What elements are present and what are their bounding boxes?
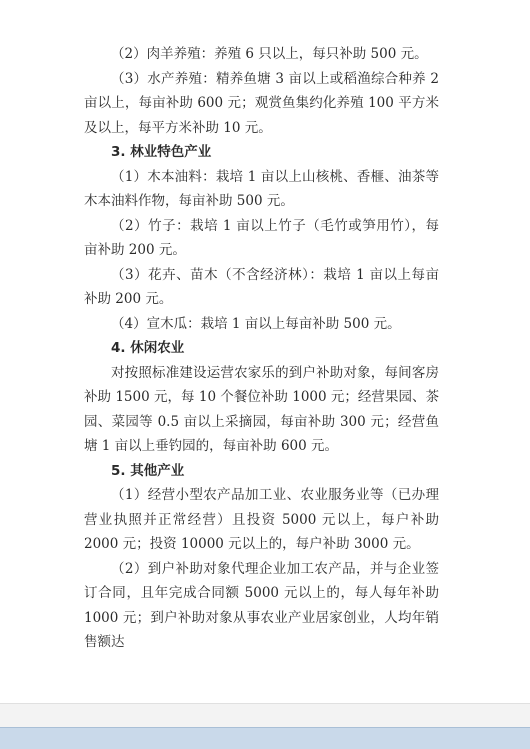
paragraph-mutton-sheep: （2）肉羊养殖：养殖 6 只以上，每只补助 500 元。 [111, 46, 428, 62]
paragraph-farmhouse: 对按照标准建设运营农家乐的到户补助对象，每间客房补助 1500 元，每 10 个餐位补助 1000 元；经营果园、茶园、菜园等 0.5 亩以上采摘园，每亩补助 300 元；经营鱼塘 1 亩以上垂钓园的，每亩补助 600 元。 [84, 364, 439, 454]
heading-leisure-agriculture: 4. 休闲农业 [111, 340, 185, 356]
paragraph-small-processing: （1）经营小型农产品加工业、农业服务业等（已办理营业执照并正常经营）且投资 5000 元以上，每户补助 2000 元；投资 10000 元以上的，每户补助 3000 元。 [84, 487, 439, 552]
heading-forestry: 3. 林业特色产业 [111, 144, 212, 160]
paragraph-xuan-papaya: （4）宣木瓜：栽培 1 亩以上每亩补助 500 元。 [111, 315, 401, 332]
paragraph-aquaculture: （3）水产养殖：精养鱼塘 3 亩以上或稻渔综合种养 2 亩以上，每亩补助 600 元；观赏鱼集约化养殖 100 平方米及以上，每平方米补助 10 元。 [84, 70, 439, 136]
heading-other-industries: 5. 其他产业 [111, 462, 185, 479]
paragraph-bamboo: （2）竹子：栽培 1 亩以上竹子（毛竹或笋用竹），每亩补助 200 元。 [84, 217, 439, 258]
document-body [84, 42, 439, 655]
paragraph-agent-processing: （2）到户补助对象代理企业加工农产品，并与企业签订合同，且年完成合同额 5000 元以上的，每人每年补助 1000 元；到户补助对象从事农业产业居家创业，人均年销售额达 [84, 560, 439, 650]
paragraph-woody-oil: （1）木本油料：栽培 1 亩以上山核桃、香榧、油茶等木本油料作物，每亩补助 500 元。 [84, 168, 439, 209]
paragraph-flowers-seedlings: （3）花卉、苗木（不含经济林）：栽培 1 亩以上每亩补助 200 元。 [84, 266, 439, 307]
window-status-bar [0, 727, 530, 749]
viewer-bottom-area [0, 703, 530, 728]
